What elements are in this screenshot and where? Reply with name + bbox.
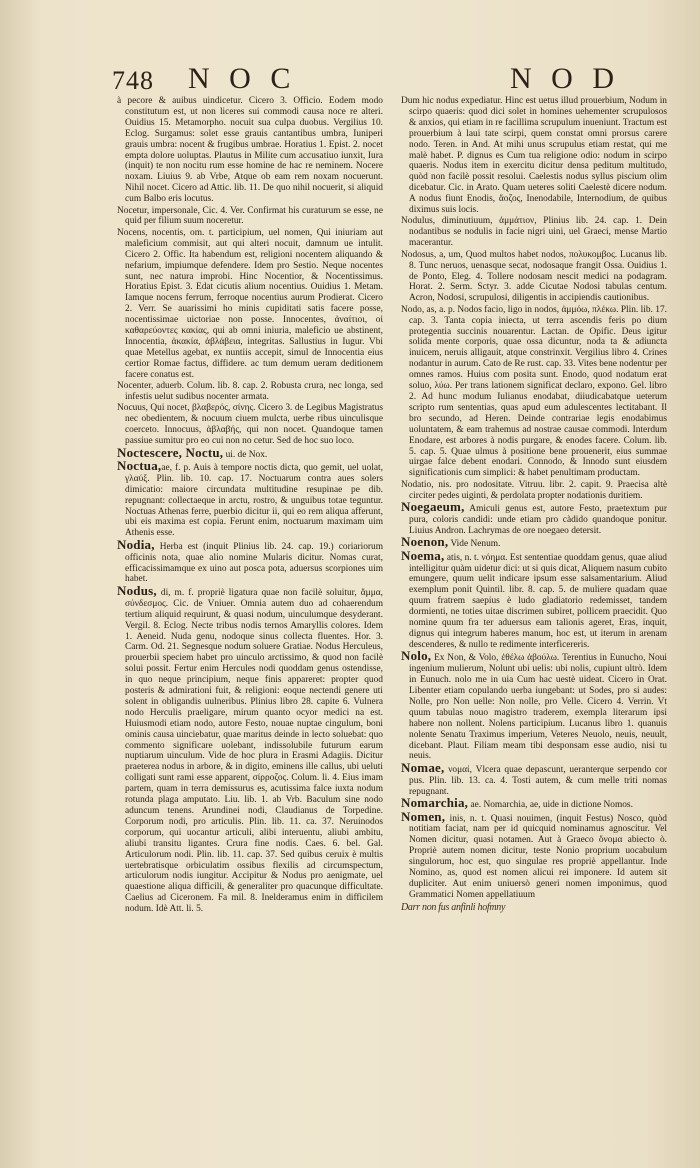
entry-text: Herba est (inquit Plinius lib. 24. cap. 19.) coriariorum officinis nota, quae alio nomine Mularis dicitur. Nomas curat, efficacissimamque ex uino aut posca pota, aduersus scorpiones uim habet. <box>125 541 383 585</box>
entry-text: Nocens, nocentis, om. t. participium, uel nomen, Qui iniuriam aut maleficium commisit, aut qui alteri nocuit, damnum ue intulit. Cicero 2. Offic. Ita habendum est, religioni nocentem aliquando & nefarium, impiumque defendere. Idem pro Sestio. Neque nocentes sunt, nec natura improbi. Hinc Nocentior, & Nocentissimus. Horatius Epist. 3. Edat cicutis alium nocentius. Ouidius 1. Metam. Iamque nocens ferrum, ferroque nocentius aurum Prodierat. Cicero 2. Verr. Se auarissimi ho minis cupiditati satis facere posse, nocentissimae uictoriae non posse. Innocentes, ἀναίτιοι, οἱ καθαρεύοντες κακίας, qui ab omni iniuria, maleficio ue abstinent, Innocentia, ἀκακία, ἀβλάβεια, integritas. Sallustius in Iugur. Vbi quae Metellus agebat, ex nuntiis accepit, simul de Innocentia eius certior Romae factus, diffidere. ac tum demum ueram deditionem facere conatus est. <box>117 227 383 380</box>
entry-text: Nocuus, Qui nocet, βλαβερός, σίνης. Cicero 3. de Legibus Magistratus nec obedientem, & nocuum ciuem mulcta, uerbe ribus uinculisque coerceto. Innocuus, ἀβλαβής, qui non nocet. Quandoque tamen passiue sumitur pro eo cui non no cetur. Sed de hoc suo loco. <box>117 403 383 447</box>
dictionary-entry <box>401 96 667 216</box>
dictionary-entry <box>401 250 667 305</box>
entry-text: Nodosus, a, um, Quod multos habet nodos, πολυκομβος. Lucanus lib. 8. Tunc neruos, uenasque secat, nodosaque frangit Ossa. Ouidius 1. de Ponto, Eleg. 4. Tollere nodosam nescit medici na podagram. Horat. 2. Serm. Sctyr. 3. adde Cicutae Nodosi tabulas centum. Acron, Nodosi, scrupulosi, diligentis in accipiendis cautionibus. <box>401 249 667 304</box>
dictionary-entry <box>117 536 383 586</box>
entry-text: ae. Nomarchia, ae, uide in dictione Nomos. <box>468 800 633 811</box>
dictionary-entry <box>401 305 667 480</box>
entry-text: inis, n. t. Quasi nouimen, (inquit Festus) Nosco, quòd notitiam faciat, nam per id quicquid nominamus agnoscitur. Vel Nomen dicitur, quasi notamen. Aut à Graeco ὄνομα abiecto ò. Propriè autem nomen dicitur, teste Nonio proprium uocabulum singulorum, hoc est, quo singulae res propriè appellantur. Inde Nomino, as, quod est nomen alicui rei imponere. Id autem sit dupliciter. Aut enim uniuersò generi nomen imponimus, quod Grammatici Nomen appellatiuum <box>409 813 667 900</box>
right-column <box>401 96 667 1146</box>
headword: Nolo, <box>401 648 432 664</box>
dictionary-entry <box>401 759 667 798</box>
entry-text: ui. de Nox. <box>223 449 268 460</box>
entry-text: νομαί, Vlcera quae depascunt, ueranterque serpendo cor pus. Plin. lib. 13. ca. 4. Tosti autem, & cum melle triti nomas repugnant. <box>409 764 667 797</box>
entry-text: Ex Non, & Volo, ἐθέλω ἀβούλω. Terentius in Eunucho, Noui ingenium mulierum, Nolunt ubi uelis: ubi nolis, cupiunt ultrò. Idem in Eunuch. nolo me in uia Cum hac uestè uideat. Cicero in Orat. Libenter etiam copulando uerba iungebant: ut Sodes, pro si audes: Nolle, pro Non uelle: Non nolle, pro Velle. Cicero 4. Verrin. Vt quum tabulas nouo magistro traderem, exempla literarum ipsi habere non nollent. Nolens participium. Lucanus libro 1. quanuis nolente Senatu Traximus imperium, Veteres Neuolo, neuis, neuult, dicebant. Plaut. Filiam meam tibi desponsam esse audio, nisi tu neuis. <box>409 653 667 762</box>
dictionary-entry <box>117 381 383 403</box>
entry-text: Vide Nenum. <box>448 539 501 550</box>
dictionary-entry <box>401 216 667 249</box>
headword: Noctescere, Noctu, <box>117 444 224 460</box>
entry-text: Nocetur, impersonale, Cic. 4. Ver. Confirmat his curaturum se esse, ne quid per filium suum noceretur. <box>117 205 383 227</box>
left-column <box>117 96 383 1146</box>
dictionary-entry <box>401 499 667 537</box>
dictionary-entry <box>117 403 383 447</box>
headword: Nomen, <box>401 808 446 824</box>
dictionary-entry <box>117 228 383 381</box>
right-running-head: N O D <box>510 62 620 95</box>
headword: Noenon, <box>401 534 449 550</box>
headword: Noctua, <box>117 457 162 473</box>
headword: Nomarchia, <box>401 795 469 811</box>
dictionary-entry <box>401 808 667 901</box>
headword: Nodus, <box>117 582 157 598</box>
headword: Nodia, <box>117 536 155 552</box>
dictionary-entry <box>401 547 667 651</box>
headword: Noegaeum, <box>401 499 465 515</box>
entry-text: Nodulus, diminutiuum, ἀμμάτιον, Plinius lib. 24. cap. 1. Dein nodantibus se nodulis in facie nigri uini, uel Graeci, mense Martio macerantur. <box>401 216 667 249</box>
entry-text: Amiculi genus est, autore Festo, praetextum pur pura, coloris candidi: unde etiam pro càdido quandoque ponitur. Liuius Andron. Lachrymas de ore noegaeo detersit. <box>409 504 667 536</box>
handwritten-note: Darr non fus anfinli hofmny <box>401 901 506 913</box>
entry-text: à pecore & auibus uindicetur. Cicero 3. Officio. Eodem modo constitutum est, ut non liceres sui commodi causa noce re alteri. Ouidius 15. Metamorpho. nocuit sua culpa duobus. Vergilius 10. Eclog. Surgamus: solet esse grauis cantantibus umbra, Iuniperi grauis umbra: nocent & frugibus umbrae. Horatius 1. Epist. 2. nocet empta dolore uoluptas. Plautus in Milite cum accusatiuo iunxit, Iura (inquit) te non nocitu rum esse homine de hac re neminem. Nocere noxam. Liuius 9. ab Vrbe, Atque ob eam rem noxam nocuerunt. Nihil nocet. Cicero ad Attic. lib. 11. De quo nihil nocuerit, si aliquid cum Balbo eris locutus. <box>117 96 383 205</box>
entry-text: Nodo, as, a. p. Nodos facio, ligo in nodos, ἀμμόω, πλέκω. Plin. lib. 17. cap. 3. Tanta copia iniecta, ut terra ascendis feris po dium protegentia succinis nouarentur. Lactan. de Opific. Deus igitur solida mente corporis, quae ossa dicuntur, noda ta & adiuncta inuicem, neruis alligauit, atque constrinxit. Vergilius libro 4. Crines nodantur in aurum. Cato de Re rust. cap. 33. Vites bene nodentur per omnes ramos. Huius com posita sunt. Enodo, quod nodatum erat soluo, λύω. Per trans lationem significat declaro, expono. Gel. libro 2. Ad hunc modum Iulianus enodabat, diiudicabatque ueterum scripto rum sententias, quas apud eum adulescentes lectitabant. Il bro secundo, ad Heren. Deinde contrariae legis enodabimus uoluntatem, & eam trahemus ad nostrae causae commodi. Interdum Enodare, est arbores à nodis purgare, & enodes facere. Colum. lib. 5. cap. 5. Quae ulmus à positione bene prouenerit, eius summae uirgae falce debent enodari. Connodo, & Innodo sunt eiusdem significationis cum simplici: & habet penultimam productam. <box>401 304 667 479</box>
dictionary-entry <box>117 96 383 205</box>
entry-text: Dum hic nodus expediatur. Hinc est uetus illud prouerbium, Nodum in scirpo quaeris: quod dici solet in homines uehementer scrupulosos & anxios, qui etiam in re facillima scrupulum inueniunt. Tractum est prouerbium à laui tate scirpi, quem constat omni prorsus carere nodo. Teren. in And. At mihi unus scrupulus etiam restat, qui me malè habet. P. dignus es Cum tua religione odio: nodum in scirpo quaeris. Nodus item in exercitu dicitur densa peditum multitudo, quòd non facilè possit resolui. Caelestis nodus syllus piscium olim dicebatur. Cic. in Arato. Quam ueteres soliti Caelestè dicere nodum. A nodus fiunt Enodis, ἄοζος, Inenodabile, Internodium, de quibus diximus suis locis. <box>401 96 667 216</box>
dictionary-entry <box>117 206 383 228</box>
entry-text: Nodatio, nis. pro nodositate. Vitruu. libr. 2. capit. 9. Praecisa altè circiter pedes uiginti, & perdolata propter nodationis duritiem. <box>401 479 667 501</box>
headword: Noema, <box>401 547 445 563</box>
dictionary-entry <box>117 582 383 915</box>
entry-text: Nocenter, aduerb. Colum. lib. 8. cap. 2. Robusta crura, nec longa, sed infestis uelut sudibus nocenter armata. <box>117 381 383 402</box>
page-number: 748 <box>112 66 154 95</box>
entry-text: di, m. f. propriè ligatura quae non facilè soluitur, ἅμμα, σύνδεσμος. Cic. de Vniuer. Omnia autem duo ad cohaerendum tertium aliquid requirunt, & quasi nodum, uinculumque desyderant. Vergil. 8. Eclog. Necte tribus nodis ternos Amaryllis colores. Idem 1. Aeneid. Nuda genu, nodoque sinus collecta fluentes. Hor. 3. Carm. Od. 21. Segnesque nodum soluere Gratiae. Nodus Herculeus, prouerbii speciem habet pro uinculo arctissimo, & quod non facilè solui possit. Fertur enim Hercules nodi quoddam genus ostendisse, in quo neque principium, neque finis appareret: propter quod posteris & admirationi fuit, & religioni: eoque nectendi genere uti solent in obligandis uulneribus. Plinius libro 28. capite 6. Vulnera nodo Herculis praeligare, mirum quanto ocyor medici na est. Huiusmodi etiam nodo, autore Festo, nouae nuptae cingulum, boni ominis causa uinciebatur, quae maritus deinde in lecto soluebat: quo commento significare uolebant, indissolubile futurum earum nuptiarum uinculum. Vide de hoc plura in Erasmi Adagiis. Dicitur praeterea nodus in arbore, & in digito, eminens ille callus, ubi ueluti colligati sunt rami esse apparent, σίρροζος. Colum. li. 4. Eius imam partem, quam in terra demissurus es, acutissima falce iuxta nodum rotunda plaga amputato. Liu. lib. 1. ab Vrb. Baculum sine nodo aduncum tenens. Arundinei nodi, Claudianus de Torpedine. Corporum nodi, pro articulis. Plin. lib. 11. ca. 37. Neruinodos corporum, qui uocantur articuli, alibi interuentu, aliubi ambitu, aliubi transitu ligantes. Crura fine nodis. Caes. 6. bel. Gal. Articulorum nodi. Plin. lib. 11. cap. 37. Sed quibus ceruix è multis uertebratisque orbiculatim ossibus flexilis ad circumspectum, articulorum nodis iungitur. Accipitur & Nodus pro aenigmate, uel quaestione aliqua difficili, & generaliter pro quacunque difficultate. Caelius ad Ciceronem. Fa mil. 8. Inelderamus enim in difficilem nodum. Idè Att. li. 5. <box>125 587 383 915</box>
left-running-head: N O C <box>188 62 297 95</box>
entry-text: ae, f. p. Auis à tempore noctis dicta, quo gemit, uel uolat, γλαύξ. Plin. lib. 10. cap. 17. Noctuarum contra aues solers dimicatio: maiore circundata multitudine resupinae pe dib. repugnant: collectaeque in arctu, rostro, & unguibus totae teguntur. Noctuas Athenas ferre, puerbio dicitur ii, qui eo rem aliqua afferunt, ubi eis maxima est copia. Ferunt enim, noctuarum maximam uim Athenis esse. <box>125 462 383 539</box>
dictionary-entry <box>401 648 667 762</box>
entry-text: atis, n. t. νόημα. Est sententiae quoddam genus, quae aliud intelligitur quàm uidetur dici: ut si quis dicat, Aliquem nasum cubito emungere, quum uelit indicare ipsum esse salsamentarium. Aliud exemplum ponit Quintil. libr. 8. cap. 5. de muliere quadam quae quum fratrem saepius è ludo gladiatorio redemisset, tandem dormienti, ne toties uitae discrimen subiret, pollicem praecidit. Quo nomine quum fra ter aduersus eam talionis ageret, Eras, inquit, dignus qui integrum haberes manum, hoc est, ut iterum in arenam descenderes, & nullo te redimente interficereris. <box>409 552 667 650</box>
dictionary-entry <box>117 457 383 539</box>
headword: Nomae, <box>401 759 445 775</box>
